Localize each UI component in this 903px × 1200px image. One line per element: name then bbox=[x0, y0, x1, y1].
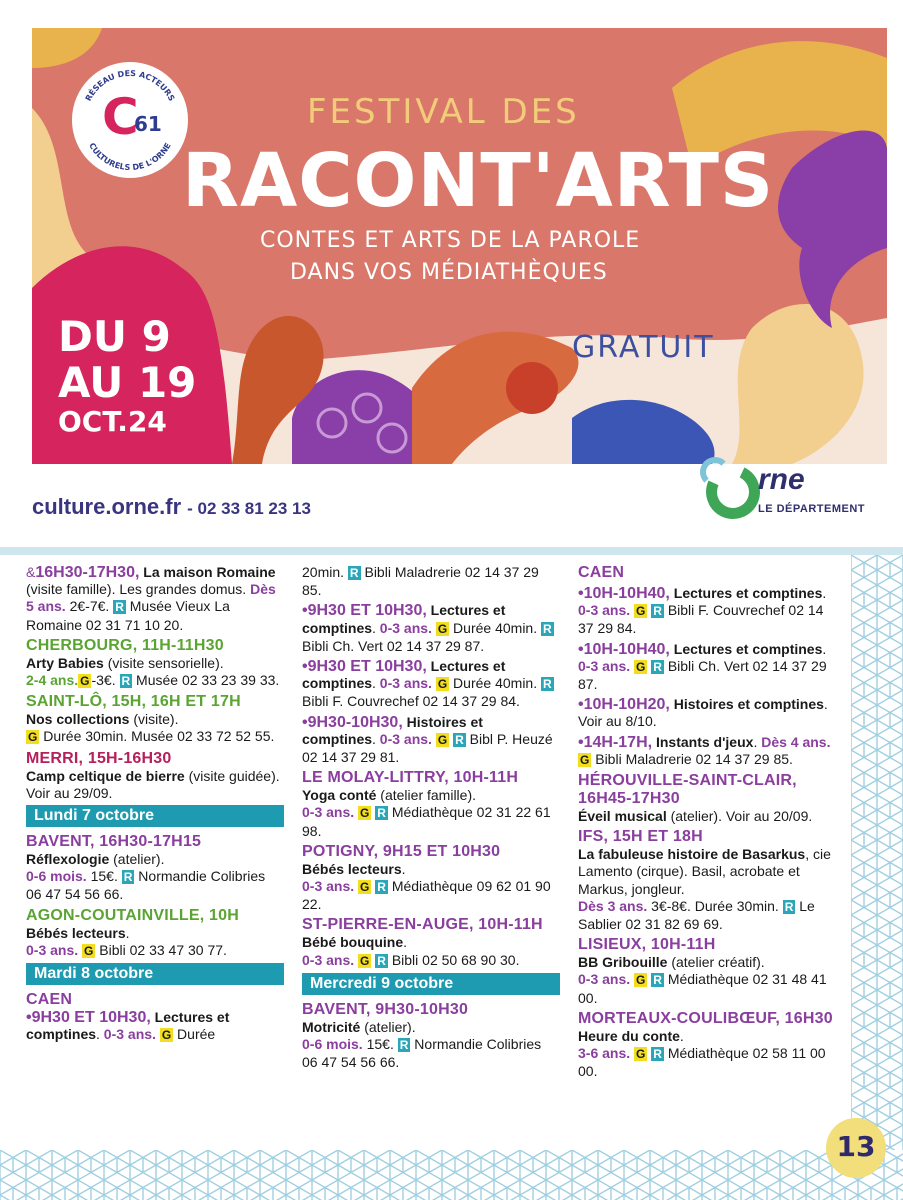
event-entry bbox=[26, 833, 284, 904]
event-desc: . bbox=[679, 1027, 684, 1044]
event-venue: Médiathèque 02 31 48 41 00. bbox=[578, 971, 827, 1006]
phone-number: - 02 33 81 23 13 bbox=[187, 499, 311, 518]
event-title: Nos collections bbox=[26, 711, 130, 728]
reservation-badge: R bbox=[653, 659, 662, 674]
event-time: •9H30-10H30, bbox=[302, 713, 403, 731]
event-entry bbox=[302, 714, 560, 767]
event-entry bbox=[578, 734, 840, 769]
event-age: 3-6 ans. bbox=[578, 1045, 631, 1062]
event-venue: Durée 30min. Musée 02 33 72 52 55. bbox=[39, 728, 275, 745]
event-desc: (visite famille). Les grandes domus. bbox=[26, 581, 251, 598]
event-venue: Bibli Maladrerie 02 14 37 29 85. bbox=[591, 750, 793, 767]
gratuit-badge: G bbox=[437, 732, 448, 747]
event-entry bbox=[578, 936, 840, 1007]
event-title: Lectures et comptines bbox=[26, 1009, 230, 1043]
event-venue: Durée 40min. bbox=[449, 675, 538, 692]
logo-ring-bottom-text: CULTURELS DE L'ORNE bbox=[87, 141, 173, 173]
event-place: CAEN bbox=[578, 564, 625, 581]
event-age: 0-6 mois. bbox=[26, 868, 87, 885]
contact-line bbox=[32, 494, 311, 520]
column-2 bbox=[302, 564, 560, 1074]
event-entry bbox=[302, 1001, 560, 1072]
event-venue: 20min. bbox=[302, 564, 345, 580]
event-entry bbox=[578, 564, 840, 582]
reservation-badge: R bbox=[121, 674, 131, 689]
event-age: 0-6 mois. bbox=[302, 1036, 363, 1053]
page-number: 13 bbox=[826, 1118, 886, 1178]
event-age: 0-3 ans. bbox=[375, 730, 432, 747]
reservation-badge: R bbox=[455, 732, 464, 747]
event-desc: . bbox=[372, 619, 376, 636]
event-desc: (atelier famille). bbox=[376, 787, 477, 804]
event-desc: (atelier). bbox=[360, 1018, 416, 1035]
event-desc: . bbox=[401, 860, 406, 877]
reservation-badge: R bbox=[123, 870, 133, 885]
event-desc: (visite sensorielle). bbox=[103, 654, 224, 671]
gratuit-badge: G bbox=[360, 806, 370, 821]
event-age: 0-3 ans. bbox=[578, 657, 631, 674]
event-place: BAVENT, 9H30-10H30 bbox=[302, 1000, 469, 1018]
gratuit-badge: G bbox=[636, 659, 646, 674]
event-title: Lectures et comptines bbox=[669, 640, 823, 657]
event-title: Lectures et comptines bbox=[302, 602, 506, 636]
event-entry bbox=[578, 696, 840, 730]
event-age: 0-3 ans. bbox=[578, 602, 631, 619]
event-desc: . bbox=[372, 730, 376, 747]
reservation-badge: R bbox=[653, 1047, 662, 1062]
festival-label: FESTIVAL DES bbox=[307, 92, 580, 132]
event-desc: . bbox=[372, 675, 376, 692]
festival-subtitle-line2: DANS VOS MÉDIATHÈQUES bbox=[290, 260, 608, 285]
gratuit-label: GRATUIT bbox=[572, 330, 715, 365]
event-venue: Bibli F. Couvrechef 02 14 37 29 84. bbox=[578, 602, 824, 637]
event-venue-2: Bibli Ch. Vert 02 14 37 29 87. bbox=[302, 637, 485, 654]
event-desc: . bbox=[753, 733, 758, 750]
event-age: 0-3 ans. bbox=[375, 619, 432, 636]
event-venue: Bibl P. Heuzé 02 14 37 29 81. bbox=[302, 730, 553, 766]
event-age: Dès 5 ans. bbox=[26, 581, 276, 615]
day-header-mercredi: Mercredi 9 octobre bbox=[302, 973, 560, 995]
column-1 bbox=[26, 564, 284, 1047]
gratuit-badge: G bbox=[636, 1047, 646, 1062]
event-place: POTIGNY, 9H15 ET 10H30 bbox=[302, 842, 501, 860]
event-venue: Bibli 02 50 68 90 30. bbox=[387, 951, 520, 968]
event-venue: Médiathèque 02 58 11 00 00. bbox=[578, 1045, 826, 1080]
c61-logo bbox=[72, 62, 188, 178]
event-title: Éveil musical bbox=[578, 808, 667, 825]
event-entry bbox=[578, 641, 840, 694]
event-title: La fabuleuse histoire de Basarkus bbox=[578, 846, 806, 863]
reservation-badge: R bbox=[543, 677, 552, 692]
gratuit-badge: G bbox=[636, 604, 646, 619]
festival-title: RACONT'ARTS bbox=[182, 138, 775, 224]
date-line3: OCT.24 bbox=[58, 405, 167, 438]
event-venue: Le Sablier 02 31 82 69 69. bbox=[578, 897, 815, 933]
section-divider bbox=[0, 547, 903, 555]
festival-dates bbox=[58, 312, 197, 438]
gratuit-badge: G bbox=[28, 730, 38, 745]
gratuit-badge: G bbox=[84, 943, 94, 958]
event-desc: . bbox=[822, 585, 827, 601]
event-title: Bébé bouquine bbox=[302, 934, 404, 951]
event-venue: Durée 40min. bbox=[449, 619, 538, 636]
orne-logo bbox=[700, 455, 880, 535]
event-title: Histoires et comptines bbox=[302, 713, 483, 747]
event-desc: . bbox=[822, 640, 827, 657]
event-entry bbox=[578, 772, 840, 825]
event-title: Heure du conte bbox=[578, 1027, 680, 1044]
event-title: Lectures et comptines bbox=[302, 658, 506, 692]
orne-arc-icon bbox=[700, 457, 730, 487]
logo-letter: C bbox=[102, 88, 139, 146]
event-entry bbox=[302, 843, 560, 914]
reservation-badge: R bbox=[377, 880, 386, 895]
event-entry bbox=[578, 585, 840, 638]
reservation-badge: R bbox=[653, 604, 662, 619]
event-title: Yoga conté bbox=[302, 787, 377, 804]
event-age: 0-3 ans. bbox=[26, 941, 79, 958]
day-header-mardi: Mardi 8 octobre bbox=[26, 963, 284, 985]
event-place: LISIEUX, 10H-11H bbox=[578, 936, 716, 954]
event-title: Instants d'jeux bbox=[652, 733, 754, 750]
reservation-badge: R bbox=[377, 806, 386, 821]
event-venue: Bibli Ch. Vert 02 14 37 29 87. bbox=[578, 657, 827, 693]
event-price: 15€. bbox=[86, 868, 118, 885]
event-title: Bébés lecteurs bbox=[26, 924, 126, 941]
event-price: 15€. bbox=[362, 1036, 394, 1053]
event-place: HÉROUVILLE-SAINT-CLAIR, 16H45-17H30 bbox=[578, 772, 797, 808]
event-time: •10H-10H20, bbox=[578, 696, 670, 714]
event-venue: Normandie Colibries 06 47 54 56 66. bbox=[26, 868, 266, 903]
event-entry bbox=[302, 658, 560, 711]
event-age: Dès 4 ans. bbox=[757, 733, 831, 750]
event-entry bbox=[26, 693, 284, 746]
event-desc: . Voir au 8/10. bbox=[578, 696, 828, 730]
event-time: 16H30-17H30, bbox=[35, 564, 140, 581]
pattern-border-right bbox=[851, 555, 903, 1150]
date-line1: DU 9 bbox=[58, 312, 171, 361]
reservation-badge: R bbox=[115, 600, 124, 615]
event-place: IFS, 15H ET 18H bbox=[578, 828, 703, 846]
event-title: La maison Romaine bbox=[139, 564, 276, 580]
event-title: Camp celtique de bierre bbox=[26, 767, 185, 784]
event-entry bbox=[578, 1010, 840, 1081]
site-link[interactable]: culture.orne.fr bbox=[32, 494, 182, 519]
event-place: SAINT-LÔ, 15H, 16H ET 17H bbox=[26, 693, 241, 711]
ampersand: & bbox=[26, 564, 36, 580]
event-price: -3€. bbox=[91, 672, 116, 689]
festival-subtitle-line1: CONTES ET ARTS DE LA PAROLE bbox=[260, 228, 641, 253]
event-venue: Musée Vieux La Romaine 02 31 71 10 20. bbox=[26, 598, 230, 633]
event-desc: . bbox=[125, 924, 130, 941]
event-title: Histoires et comptines bbox=[669, 696, 824, 713]
event-entry bbox=[26, 564, 284, 634]
day-header-lundi: Lundi 7 octobre bbox=[26, 805, 284, 827]
event-age: 0-3 ans. bbox=[578, 971, 631, 988]
event-entry bbox=[26, 907, 284, 960]
gratuit-badge: G bbox=[80, 674, 90, 689]
event-place: CHERBOURG, 11H-11H30 bbox=[26, 636, 224, 654]
event-time: •9H30 ET 10H30, bbox=[302, 602, 427, 620]
festival-banner bbox=[32, 28, 887, 464]
event-desc: . bbox=[403, 934, 408, 951]
event-place: CAEN bbox=[26, 991, 73, 1009]
event-age: 0-3 ans. bbox=[302, 804, 355, 821]
event-time: •9H30 ET 10H30, bbox=[26, 1009, 151, 1027]
orne-departement: LE DÉPARTEMENT bbox=[758, 503, 866, 515]
event-age: 2-4 ans. bbox=[26, 672, 79, 689]
logo-number: 61 bbox=[134, 112, 162, 136]
event-venue-2: Bibli Maladrerie 02 14 37 29 85. bbox=[302, 564, 539, 599]
orne-word: rne bbox=[758, 463, 805, 496]
event-entry bbox=[302, 916, 560, 969]
event-place: LE MOLAY-LITTRY, 10H-11H bbox=[302, 769, 519, 787]
event-price: 2€-7€. bbox=[65, 598, 110, 615]
event-venue: Médiathèque 02 31 22 61 98. bbox=[302, 804, 551, 839]
gratuit-badge: G bbox=[360, 880, 370, 895]
reservation-badge: R bbox=[377, 953, 386, 968]
event-time: •10H-10H40, bbox=[578, 640, 670, 658]
event-age: 0-3 ans. bbox=[375, 675, 432, 692]
event-time: •14H-17H, bbox=[578, 733, 653, 751]
gratuit-badge: G bbox=[437, 677, 448, 692]
reservation-badge: R bbox=[349, 566, 359, 580]
gratuit-badge: G bbox=[161, 1028, 172, 1043]
event-desc: . bbox=[96, 1026, 100, 1043]
gratuit-badge: G bbox=[580, 752, 590, 767]
event-venue: Médiathèque 09 62 01 90 22. bbox=[302, 878, 551, 913]
event-desc: (visite guidée). Voir au 29/09. bbox=[26, 767, 280, 801]
event-place: MERRI, 15H-16H30 bbox=[26, 749, 172, 767]
event-age: Dès 3 ans. bbox=[578, 897, 648, 914]
event-venue: Durée bbox=[173, 1026, 216, 1043]
event-title: Lectures et comptines bbox=[669, 585, 823, 601]
gratuit-badge: G bbox=[360, 953, 370, 968]
event-price: 3€-8€. Durée 30min. bbox=[647, 897, 779, 914]
reservation-badge: R bbox=[399, 1038, 409, 1053]
event-venue: Normandie Colibries 06 47 54 56 66. bbox=[302, 1036, 542, 1071]
event-entry bbox=[26, 750, 284, 802]
event-venue: Bibli 02 33 47 30 77. bbox=[95, 941, 227, 958]
event-desc: (atelier). bbox=[109, 851, 165, 868]
date-line2: AU 19 bbox=[58, 358, 197, 407]
logo-ring-top-text: RÉSEAU DES ACTEURS bbox=[83, 68, 177, 103]
reservation-badge: R bbox=[543, 621, 552, 636]
gratuit-badge: G bbox=[437, 621, 448, 636]
event-venue-2: Bibli F. Couvrechef 02 14 37 29 84. bbox=[302, 693, 520, 710]
event-title: Bébés lecteurs bbox=[302, 860, 402, 877]
event-title: Motricité bbox=[302, 1018, 361, 1035]
event-time: •9H30 ET 10H30, bbox=[302, 658, 427, 676]
event-entry bbox=[26, 637, 284, 690]
pattern-border-bottom bbox=[0, 1150, 903, 1200]
event-place: MORTEAUX-COULIBŒUF, 16H30 bbox=[578, 1009, 833, 1027]
event-desc: , cie Lamento (cirque). Basil, acrobate et Markus, jongleur. bbox=[578, 846, 831, 897]
event-entry bbox=[302, 769, 560, 840]
event-desc: (atelier créatif). bbox=[667, 954, 765, 971]
event-entry bbox=[578, 828, 840, 933]
event-time: •10H-10H40, bbox=[578, 585, 670, 602]
gratuit-badge: G bbox=[636, 973, 646, 988]
reservation-badge: R bbox=[653, 973, 662, 988]
event-title: BB Gribouille bbox=[578, 954, 668, 971]
event-age: 0-3 ans. bbox=[302, 951, 355, 968]
event-venue: Musée 02 33 23 39 33. bbox=[132, 672, 280, 689]
event-entry-continued bbox=[302, 564, 560, 599]
event-entry bbox=[26, 991, 284, 1044]
column-3 bbox=[578, 564, 840, 1083]
event-title: Réflexologie bbox=[26, 851, 110, 868]
event-place: AGON-COUTAINVILLE, 10H bbox=[26, 906, 240, 924]
event-title: Arty Babies bbox=[26, 654, 104, 671]
event-age: 0-3 ans. bbox=[302, 878, 355, 895]
event-desc: (visite). bbox=[129, 711, 179, 728]
event-place: BAVENT, 16H30-17H15 bbox=[26, 833, 202, 851]
event-desc: (atelier). Voir au 20/09. bbox=[666, 808, 813, 825]
event-place: ST-PIERRE-EN-AUGE, 10H-11H bbox=[302, 916, 543, 934]
event-age: 0-3 ans. bbox=[99, 1026, 156, 1043]
event-entry bbox=[302, 602, 560, 655]
reservation-badge: R bbox=[784, 899, 794, 914]
